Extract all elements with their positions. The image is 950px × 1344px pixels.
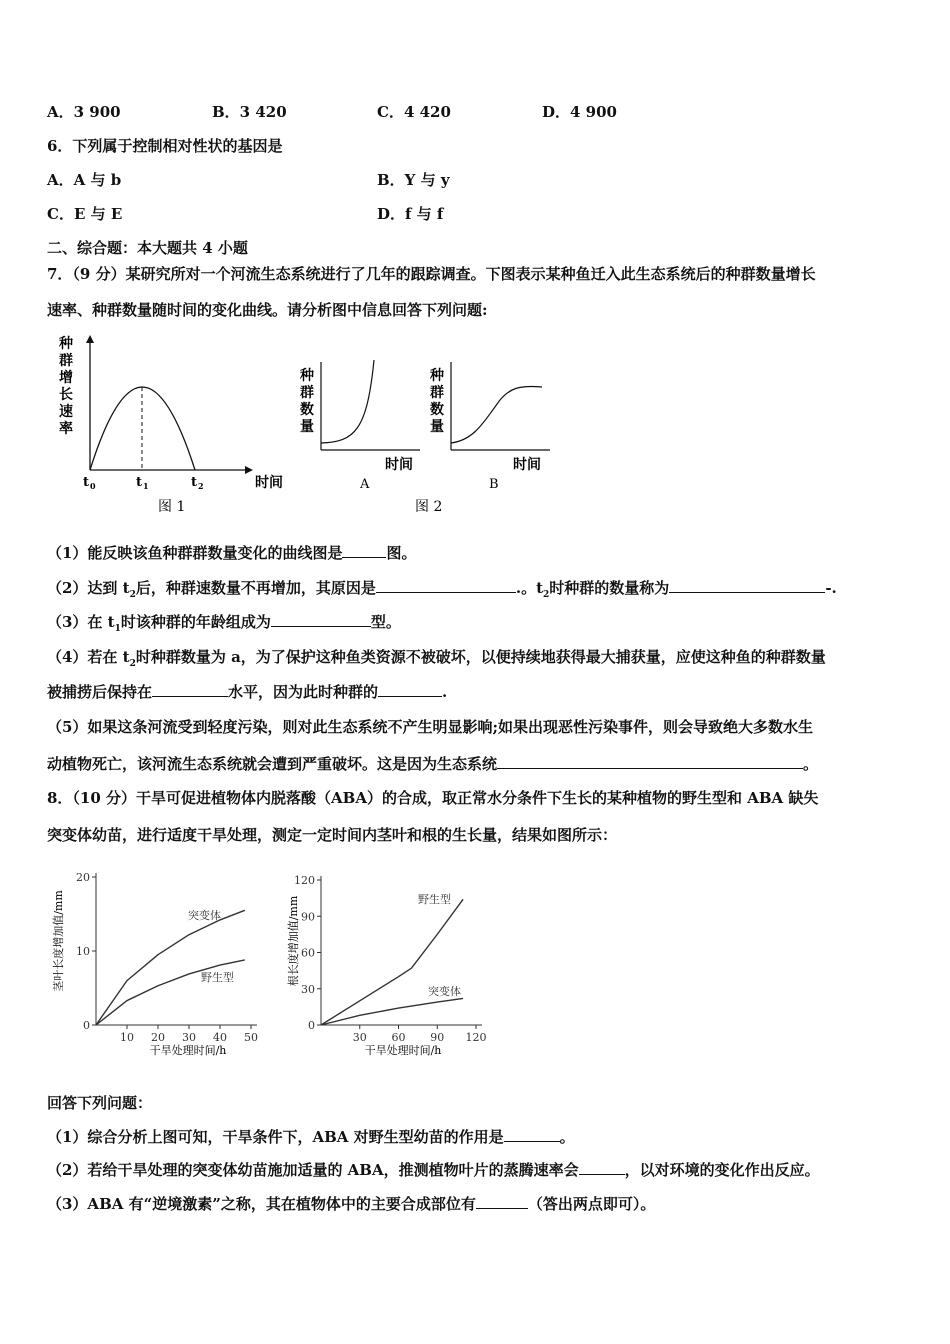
- q7-sub2: （2）达到 $t_2$后，种群速数量不再增加，其原因是 .。$t_2$时种群的数量称为 -.: [47, 579, 837, 600]
- c1-xtick-label: 50: [244, 1031, 258, 1044]
- c2-xtick-label: 30: [352, 1031, 367, 1044]
- fig1-y-arrow: [86, 335, 94, 343]
- fig2b-ylabel-3: 数: [430, 402, 444, 418]
- chart-stem-leaf: [48, 862, 268, 1062]
- c1-xtick-label: 40: [213, 1031, 227, 1044]
- c2-xtick-label: 120: [465, 1031, 487, 1044]
- fig2a-ylabel-1: 种: [300, 368, 314, 384]
- fig2b-xlabel: 时间: [513, 457, 541, 473]
- c1-series-label-1: 突变体: [188, 909, 221, 922]
- q8-stem-line2: 突变体幼苗，进行适度干旱处理，测定一定时间内茎叶和根的生长量，结果如图所示：: [47, 826, 618, 844]
- c2-ytick-label: 120: [294, 874, 315, 887]
- q8-sub2: （2）若给干旱处理的突变体幼苗施加适量的 ABA，推测植物叶片的蒸腾速率会 ，以对环境的变化作出反应。: [47, 1161, 820, 1179]
- c2-series-label-2: 突变体: [428, 985, 461, 998]
- fig1-caption: 图 1: [158, 499, 186, 515]
- figure-2-a: [299, 360, 420, 492]
- c2-ytick-label: 60: [301, 946, 315, 960]
- c2-ytick-label: 0: [308, 1019, 315, 1032]
- q5-option-b: B．3 420: [212, 103, 287, 121]
- fig2-caption: 图 2: [415, 499, 443, 515]
- c1-xtick-label: 10: [120, 1031, 134, 1044]
- fig2b-label: B: [489, 477, 499, 492]
- q7-figures: [55, 330, 575, 520]
- c2-ytick-label: 30: [301, 982, 315, 996]
- q7-sub4-line1: （4）若在 $t_2$时种群数量为 a，为了保护这种鱼类资源不被破坏，以便持续地获得最大捕获量，应使这种鱼的种群数量: [47, 648, 826, 669]
- q7-sub4-line2: 被捕捞后保持在 水平，因为此时种群的 .: [47, 683, 448, 701]
- c1-xtick-label: 30: [182, 1031, 196, 1044]
- fig1-t0: t: [83, 475, 90, 490]
- fig1-t1-sub: 1: [143, 481, 149, 491]
- fig2b-curve: [451, 386, 542, 443]
- q7-sub3: （3）在 $t_1$时该种群的年龄组成为 型。: [47, 613, 401, 634]
- q7-stem-line2: 速率、种群数量随时间的变化曲线。请分析图中信息回答下列问题:: [47, 301, 488, 319]
- fig2a-ylabel-4: 量: [300, 419, 314, 435]
- q7-stem-line1: 7．（9 分）某研究所对一个河流生态系统进行了几年的跟踪调查。下图表示某种鱼迁入此生态系统后的种群数量增长: [47, 265, 816, 283]
- q6-stem: 6．下列属于控制相对性状的基因是: [47, 137, 283, 155]
- c1-ytick-label: 20: [76, 871, 90, 884]
- c2-series-label-1: 野生型: [418, 893, 451, 906]
- c2-ytick-label: 90: [301, 910, 315, 924]
- c2-series-line-1: [321, 899, 463, 1025]
- q6-option-c: C．E 与 E: [47, 205, 123, 223]
- c1-ytick-label: 0: [83, 1019, 90, 1032]
- q8-sub3: （3）ABA 有“逆境激素”之称，其在植物体中的主要合成部位有 （答出两点即可）。: [47, 1195, 656, 1213]
- chart2-xlabel: 干旱处理时间/h: [364, 1044, 442, 1057]
- fig2b-ylabel-4: 量: [430, 419, 444, 435]
- fig1-t2: t: [191, 475, 198, 490]
- fig2b-ylabel-1: 种: [430, 368, 444, 384]
- fig2b-ylabel-2: 群: [430, 385, 444, 401]
- chart1-ylabel: 茎叶长度增加值/mm: [52, 890, 65, 992]
- q8-stem-line1: 8．（10 分）干旱可促进植物体内脱落酸（ABA）的合成，取正常水分条件下生长的某种植物的野生型和 ABA 缺失: [47, 789, 819, 807]
- c2-xtick-label: 90: [430, 1031, 445, 1044]
- fig2a-xlabel: 时间: [385, 457, 413, 473]
- q6-option-d: D．f 与 f: [377, 205, 444, 223]
- chart-root: [283, 862, 503, 1062]
- q7-sub5-line2: 动植物死亡，该河流生态系统就会遭到严重破坏。这是因为生态系统 。: [47, 755, 819, 773]
- fig2a-ylabel-2: 群: [300, 385, 314, 401]
- fig1-ylabel-5: 速: [59, 404, 73, 420]
- fig1-ylabel-1: 种: [59, 336, 73, 352]
- chart1-xlabel: 干旱处理时间/h: [149, 1044, 227, 1057]
- section-heading: 二、综合题：本大题共 4 小题: [47, 239, 248, 257]
- q7-sub5-line1: （5）如果这条河流受到轻度污染，则对此生态系统不产生明显影响;如果出现恶性污染事件，则会导致绝大多数水生: [47, 718, 813, 736]
- figure-1: [58, 335, 283, 515]
- q8-answer-intro: 回答下列问题：: [47, 1094, 153, 1112]
- c1-xtick-label: 20: [151, 1031, 165, 1044]
- q8-sub1: （1）综合分析上图可知，干旱条件下，ABA 对野生型幼苗的作用是 。: [47, 1128, 575, 1146]
- q5-option-c: C．4 420: [377, 103, 451, 121]
- fig1-xlabel: 时间: [255, 475, 283, 491]
- fig1-ylabel-2: 群: [59, 353, 73, 369]
- fig2a-curve: [321, 360, 374, 443]
- fig1-x-arrow: [245, 466, 253, 474]
- fig1-t0-sub: 0: [90, 481, 96, 491]
- c1-series-label-2: 野生型: [201, 971, 234, 984]
- c1-ytick-label: 10: [76, 945, 90, 958]
- q5-option-d: D．4 900: [542, 103, 617, 121]
- c2-xtick-label: 60: [391, 1031, 406, 1044]
- fig2a-ylabel-3: 数: [300, 402, 314, 418]
- fig1-ylabel-6: 率: [59, 421, 73, 437]
- fig1-ylabel-3: 增: [59, 370, 73, 386]
- fig1-ylabel-4: 长: [59, 387, 73, 403]
- q5-option-a: A．3 900: [47, 103, 121, 121]
- chart2-ylabel: 根长度增加值/mm: [287, 895, 300, 987]
- q6-option-a: A．A 与 b: [47, 171, 122, 189]
- q6-option-b: B．Y 与 y: [377, 171, 450, 189]
- figure-2-b: [415, 362, 550, 515]
- fig2a-label: A: [360, 477, 370, 492]
- fig1-t2-sub: 2: [198, 481, 204, 491]
- fig1-t1: t: [136, 475, 143, 490]
- q7-sub1: （1）能反映该鱼种群群数量变化的曲线图是 图。: [47, 544, 417, 562]
